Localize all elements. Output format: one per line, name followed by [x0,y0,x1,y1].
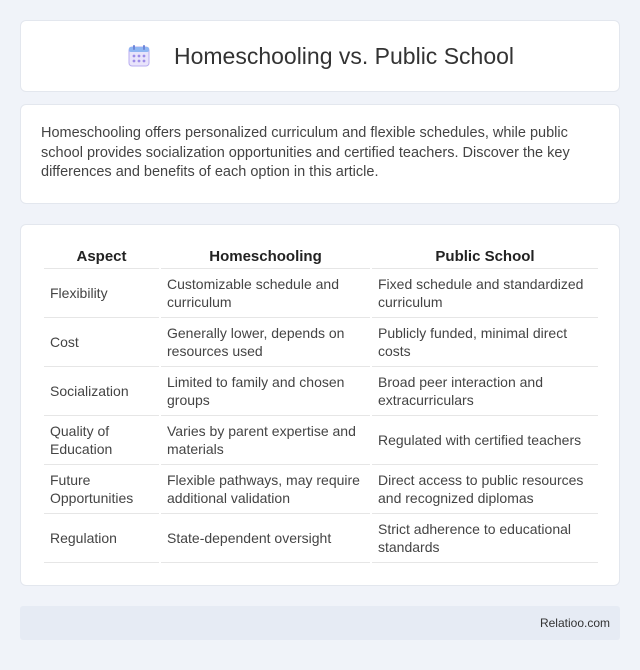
table-row [44,514,598,563]
public-school-cell: Broad peer interaction and extracurriculars [372,367,598,416]
homeschooling-cell: State-dependent oversight [161,514,370,563]
column-header-homeschooling: Homeschooling [161,245,370,269]
public-school-cell: Fixed schedule and standardized curriculum [372,269,598,318]
table-header-row [44,245,598,269]
footer [20,606,620,640]
public-school-cell: Strict adherence to educational standards [372,514,598,563]
aspect-cell: Flexibility [44,269,159,318]
public-school-cell: Publicly funded, minimal direct costs [372,318,598,367]
table-row [44,318,598,367]
column-header-aspect: Aspect [44,245,159,269]
comparison-table [42,245,600,563]
title-card [20,20,620,92]
calendar-icon [126,43,152,69]
homeschooling-cell: Limited to family and chosen groups [161,367,370,416]
homeschooling-cell: Flexible pathways, may require additional validation [161,465,370,514]
intro-text: Homeschooling offers personalized curriculum and flexible schedules, while public school provides socialization opportunities and certified teachers. Discover the key differences and benefits of each option in this article. [41,125,570,180]
page-title: Homeschooling vs. Public School [173,42,515,69]
aspect-cell: Regulation [44,514,159,563]
footer-brand[interactable]: Relatioo.com [539,616,610,630]
aspect-cell: Socialization [44,367,159,416]
public-school-cell: Regulated with certified teachers [372,416,598,465]
table-row [44,367,598,416]
table-row [44,465,598,514]
homeschooling-cell: Customizable schedule and curriculum [161,269,370,318]
table-row [44,416,598,465]
homeschooling-cell: Varies by parent expertise and materials [161,416,370,465]
public-school-cell: Direct access to public resources and recognized diplomas [372,465,598,514]
aspect-cell: Future Opportunities [44,465,159,514]
table-row [44,269,598,318]
intro-card [20,104,620,204]
column-header-public-school: Public School [372,245,598,269]
homeschooling-cell: Generally lower, depends on resources used [161,318,370,367]
aspect-cell: Cost [44,318,159,367]
comparison-card [20,224,620,586]
aspect-cell: Quality of Education [44,416,159,465]
